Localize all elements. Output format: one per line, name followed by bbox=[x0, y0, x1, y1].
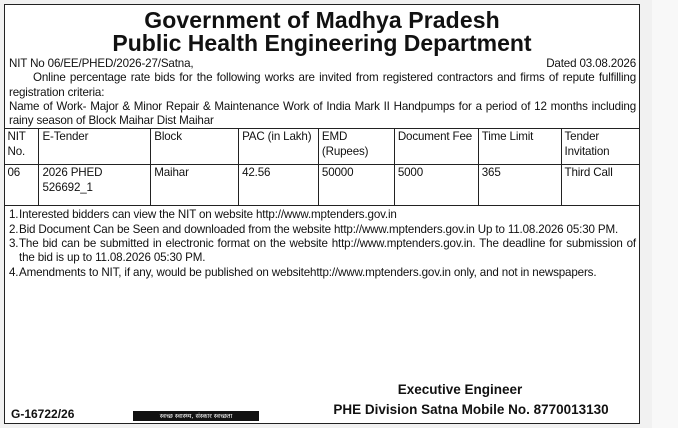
col-header-document-fee: Document Fee bbox=[394, 129, 478, 165]
nit-line bbox=[9, 57, 636, 71]
cell-e-tender: 2026 PHED 526692_1 bbox=[39, 165, 151, 206]
note-item bbox=[9, 237, 636, 266]
notice-header bbox=[5, 9, 639, 56]
nit-number: NIT No 06/EE/PHED/2026-27/Satna, bbox=[9, 56, 194, 70]
note-item bbox=[9, 266, 636, 280]
notice-body bbox=[5, 57, 639, 128]
government-title: Government of Madhya Pradesh bbox=[144, 7, 500, 33]
note-text: The bid can be submitted in electronic format on the website http://www.mptenders.gov.in. The deadline for submission of the bid is up to 11.08.2026 05:30 PM. bbox=[19, 236, 636, 265]
cell-tender-invitation: Third Call bbox=[561, 165, 639, 206]
note-text: Bid Document Can be Seen and downloaded from the website http://www.mptenders.gov.in Up to 11.08.2026 05:30 PM. bbox=[19, 222, 619, 236]
col-header-e-tender: E-Tender bbox=[39, 129, 151, 165]
work-name: Name of Work- Major & Minor Repair & Maintenance Work of India Mark II Handpumps for a period of 12 months including rainy season of Block Maihar Dist Maihar bbox=[9, 99, 636, 128]
cell-block: Maihar bbox=[151, 165, 239, 206]
notes-list bbox=[5, 206, 639, 279]
slogan-bar: स्वच्छ स्वास्थ्य, संस्कार स्वच्छता bbox=[133, 411, 259, 421]
department-title: Public Health Engineering Department bbox=[112, 30, 532, 57]
signatory-office: PHE Division Satna Mobile No. 8770013130 bbox=[333, 402, 609, 417]
tender-notice bbox=[4, 4, 640, 424]
note-number: 4. bbox=[9, 265, 19, 279]
col-header-emd: EMD (Rupees) bbox=[318, 129, 394, 165]
note-text: Interested bidders can view the NIT on website http://www.mptenders.gov.in bbox=[19, 208, 397, 222]
col-header-tender-invitation: Tender Invitation bbox=[561, 129, 639, 165]
note-item bbox=[9, 223, 636, 237]
cell-nit-no: 06 bbox=[4, 165, 39, 206]
cell-pac: 42.56 bbox=[239, 165, 319, 206]
signatory-title: Executive Engineer bbox=[397, 382, 523, 397]
table-header-row bbox=[4, 129, 639, 165]
note-text: Amendments to NIT, if any, would be published on websitehttp://www.mptenders.gov.in only, and not in newspapers. bbox=[19, 265, 597, 279]
nit-date: Dated 03.08.2026 bbox=[546, 56, 636, 70]
works-table bbox=[4, 128, 640, 206]
col-header-time-limit: Time Limit bbox=[478, 129, 561, 165]
note-item bbox=[9, 208, 636, 222]
note-number: 3. bbox=[9, 236, 19, 250]
note-number: 1. bbox=[9, 208, 19, 222]
cell-document-fee: 5000 bbox=[394, 165, 478, 206]
intro-paragraph: Online percentage rate bids for the following works are invited from registered contractors and firms of repute fulfilling registration criteria: bbox=[9, 71, 636, 99]
reference-number: G-16722/26 bbox=[11, 407, 75, 421]
page-margin bbox=[652, 0, 678, 428]
col-header-nit-no: NIT No. bbox=[4, 129, 39, 165]
cell-emd: 50000 bbox=[318, 165, 394, 206]
table-row bbox=[4, 165, 639, 206]
col-header-block: Block bbox=[151, 129, 239, 165]
note-number: 2. bbox=[9, 222, 19, 236]
col-header-pac: PAC (in Lakh) bbox=[239, 129, 319, 165]
cell-time-limit: 365 bbox=[478, 165, 561, 206]
